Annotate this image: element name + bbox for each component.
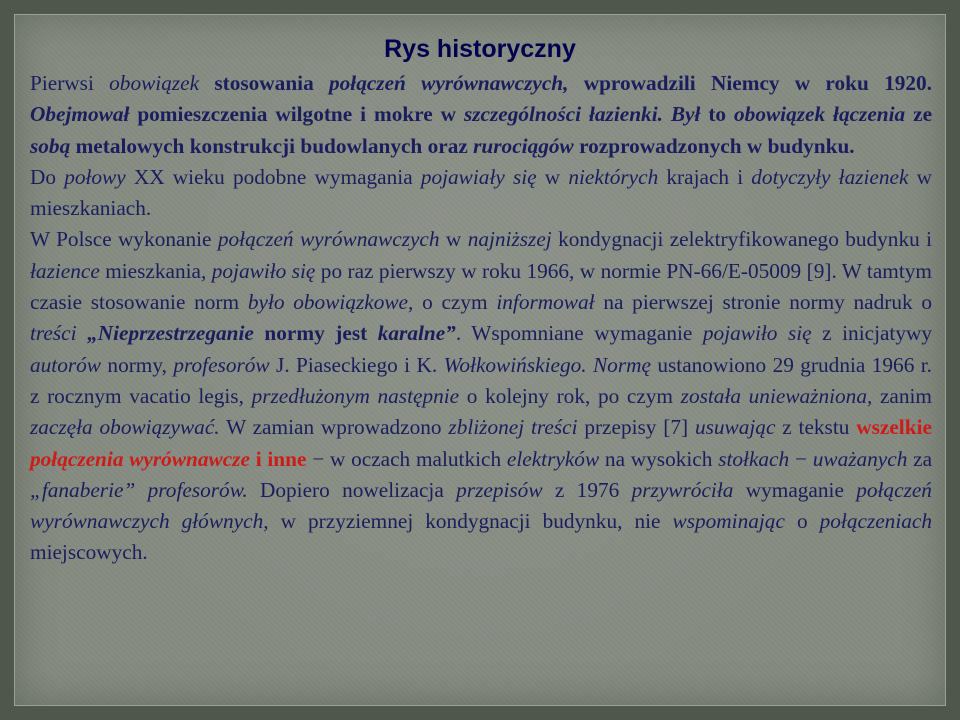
text-span: było obowiązkowe, bbox=[247, 290, 414, 315]
text-span: wspominając bbox=[672, 509, 785, 534]
text-span: zaczęła obowiązywać. bbox=[30, 415, 220, 440]
text-span: treści bbox=[30, 321, 77, 346]
text-span: wprowadzili Niemcy w roku 1920. bbox=[583, 71, 932, 95]
text-span: XX wieku podobne wymagania bbox=[133, 164, 413, 189]
text-span: autorów bbox=[30, 352, 102, 377]
text-span: informował bbox=[496, 290, 595, 315]
text-span: Pierwsi bbox=[30, 71, 94, 95]
text-span: wymaganie bbox=[745, 477, 844, 502]
text-span: W Polsce wykonanie bbox=[30, 227, 212, 252]
text-span: w bbox=[544, 164, 561, 189]
text-span: połączeniach bbox=[819, 509, 932, 534]
text-span: o czym bbox=[422, 290, 488, 315]
text-span: Obejmował bbox=[30, 102, 130, 127]
text-span: szczególności łazienki. Był bbox=[463, 102, 701, 127]
text-span: z tekstu bbox=[782, 415, 850, 440]
text-span: pomieszczenia wilgotne i mokre w bbox=[137, 102, 457, 127]
text-span: przywróciła bbox=[631, 477, 734, 502]
text-span: przepisy [7] bbox=[584, 415, 689, 440]
paragraph-2 bbox=[30, 162, 932, 225]
highlight-span: wszelkie bbox=[856, 415, 932, 440]
text-span: na pierwszej stronie normy nadruk o bbox=[603, 290, 933, 315]
text-span: pojawiło się bbox=[211, 258, 316, 283]
text-span: kondygnacji zelektryfikowanego budynku i bbox=[558, 227, 933, 252]
text-span: za bbox=[913, 446, 933, 471]
text-span: najniższej bbox=[467, 227, 552, 252]
text-span: . Wspomniane wymaganie bbox=[455, 321, 693, 346]
text-span: obowiązek łączenia bbox=[734, 102, 906, 127]
text-span: zanim bbox=[879, 383, 932, 408]
text-span: krajach i bbox=[666, 164, 744, 189]
text-span: uważanych bbox=[812, 446, 908, 471]
text-span: ze bbox=[913, 102, 933, 127]
text-span: W zamian wprowadzono bbox=[226, 415, 442, 440]
text-span: J. Piaseckiego i K. bbox=[276, 352, 438, 377]
text-span: z inicjatywy bbox=[822, 321, 933, 346]
text-span: Dopiero nowelizacja bbox=[259, 477, 444, 502]
text-span: − w oczach malutkich bbox=[312, 446, 502, 471]
slide-body bbox=[30, 68, 932, 569]
text-span: o bbox=[796, 509, 808, 534]
text-span: stołkach bbox=[718, 446, 790, 471]
text-span: „fanaberie” profesorów. bbox=[30, 477, 248, 502]
text-span: połączeń wyrównawczych bbox=[217, 227, 440, 252]
text-span: „Nieprzestrzeganie bbox=[87, 321, 254, 346]
text-span: Wołkowińskiego. Normę bbox=[443, 352, 651, 377]
text-span: pojawiło się bbox=[702, 321, 812, 346]
text-span: miejscowych. bbox=[30, 540, 148, 565]
text-span: sobą bbox=[30, 133, 71, 158]
text-span: przedłużonym następnie bbox=[251, 383, 460, 408]
text-span: stosowania bbox=[214, 71, 314, 95]
slide-title: Rys historyczny bbox=[384, 35, 576, 63]
highlight-span: i inne bbox=[255, 446, 307, 471]
text-span: rozprowadzonych w budynku. bbox=[579, 133, 855, 158]
text-span: niektórych bbox=[568, 164, 659, 189]
text-span: zbliżonej treści bbox=[448, 415, 578, 440]
highlight-span: połączenia wyrównawcze bbox=[30, 446, 250, 471]
text-span: ustanowiono 29 grudnia 1966 r. z rocznym vacatio legis, bbox=[30, 352, 932, 408]
text-span: pojawiały się bbox=[420, 164, 537, 189]
text-span: mieszkania, bbox=[105, 258, 207, 283]
text-span: połowy bbox=[64, 164, 126, 189]
text-span: połączeń wyrównawczych, bbox=[328, 71, 569, 95]
text-span: na wysokich bbox=[604, 446, 713, 471]
text-span: w bbox=[445, 227, 462, 252]
text-span: Do bbox=[30, 164, 57, 189]
text-span: przepisów bbox=[456, 477, 543, 502]
text-span: dotyczyły łazienek bbox=[751, 164, 909, 189]
text-span: obowiązek bbox=[109, 71, 200, 95]
text-span: metalowych konstrukcji budowlanych oraz bbox=[75, 133, 468, 158]
text-span: rurociągów bbox=[473, 133, 574, 158]
text-span: w mieszkaniach. bbox=[30, 164, 932, 221]
text-span: profesorów bbox=[173, 352, 270, 377]
text-span: w przyziemnej kondygnacji budynku, nie bbox=[280, 509, 661, 534]
text-span: połączeń wyrównawczych głównych, bbox=[30, 477, 932, 534]
text-span: z 1976 bbox=[554, 477, 620, 502]
text-span: to bbox=[708, 102, 727, 127]
text-span: normy jest bbox=[264, 321, 368, 346]
text-span: normy, bbox=[107, 352, 167, 377]
text-span: została unieważniona, bbox=[680, 383, 873, 408]
text-span: po raz pierwszy w roku 1966, w normie PN-66/E-05009 [9]. W tamtym czasie stosowanie norm bbox=[30, 258, 932, 315]
paragraph-1 bbox=[30, 68, 932, 162]
text-span: karalne” bbox=[377, 321, 456, 346]
text-span: elektryków bbox=[506, 446, 600, 471]
text-span: usuwając bbox=[694, 415, 776, 440]
paragraph-3 bbox=[30, 224, 932, 568]
text-span: o kolejny rok, po czym bbox=[466, 383, 674, 408]
text-span: − bbox=[794, 446, 807, 471]
text-span: łazience bbox=[30, 258, 100, 283]
